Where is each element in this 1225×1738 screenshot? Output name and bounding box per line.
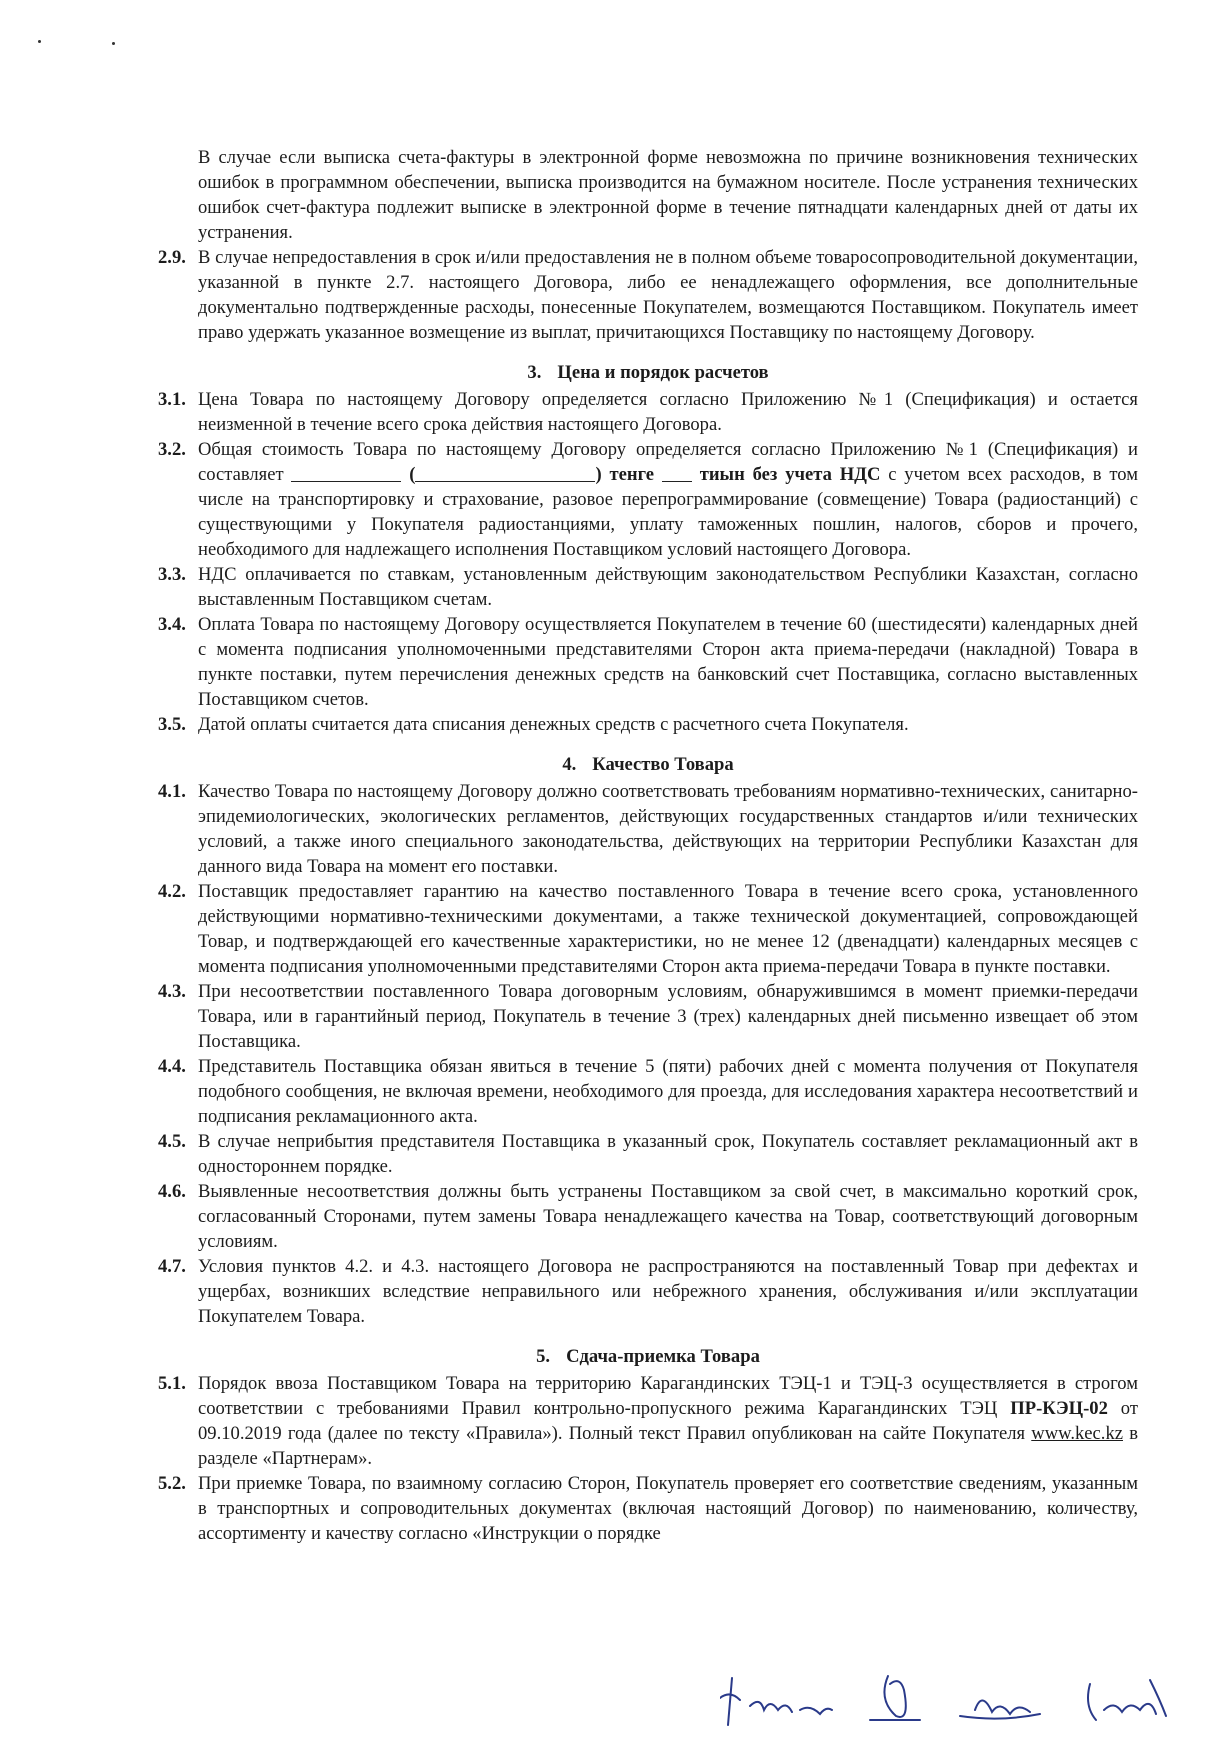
signature-1 bbox=[720, 1678, 832, 1725]
clause-number: 5.2. bbox=[158, 1473, 186, 1494]
intro-paragraph: В случае если выписка счета-фактуры в электронной форме невозможна по причине возникновения технических ошибок в программном обеспечении, выписка производится на бумажном носителе. После устранения технических ошибок счет-фактура подлежит выписке в электронной форме в течение пятнадцати календарных дней от даты их устранения. bbox=[198, 147, 1138, 243]
clause-text-part: ) тенге bbox=[595, 464, 655, 485]
clause-text bbox=[198, 437, 1138, 562]
section-number: 4. bbox=[562, 754, 577, 775]
clause-number: 4.4. bbox=[158, 1056, 186, 1077]
clause-number: 3.1. bbox=[158, 389, 186, 410]
clause-text: В случае непредоставления в срок и/или предоставления не в полном объеме товаросопроводительной документации, указанной в пункте 2.7. настоящего Договора, либо ее ненадлежащего оформления, все дополнительные документально подтвержденные расходы, понесенные Покупателем, возмещаются Поставщиком. Покупатель имеет право удержать указанное возмещение из выплат, причитающихся Поставщику по настоящему Договору. bbox=[198, 247, 1138, 343]
section-3-heading bbox=[158, 360, 1138, 385]
clause-5-1 bbox=[158, 1371, 1138, 1471]
clause-text-part: Общая стоимость Товара по настоящему Договору определяется согласно Приложению №1 (Спецификация) и составляет bbox=[198, 439, 1138, 485]
clause-2-9 bbox=[158, 245, 1138, 345]
clause-number: 4.7. bbox=[158, 1256, 186, 1277]
section-title: Качество Товара bbox=[592, 754, 734, 775]
website-link[interactable]: www.kec.kz bbox=[1031, 1423, 1123, 1444]
clause-3-1 bbox=[158, 387, 1138, 437]
clause-4-1 bbox=[158, 779, 1138, 879]
clause-text-part: Порядок ввоза Поставщиком Товара на территорию Карагандинских ТЭЦ-1 и ТЭЦ-3 осуществляется в строгом соответствии с требованиями Правил контрольно-пропускного режима Карагандинских ТЭЦ bbox=[198, 1373, 1138, 1419]
clause-4-4 bbox=[158, 1054, 1138, 1129]
section-number: 3. bbox=[527, 362, 542, 383]
tiyn-blank bbox=[662, 463, 692, 482]
clause-text-part: от 09.10.2019 года (далее по тексту «Правила»). Полный текст Правил опубликован на сайте Покупателя bbox=[198, 1398, 1138, 1444]
amount-words-blank bbox=[415, 463, 595, 482]
clause-text: При приемке Товара, по взаимному согласию Сторон, Покупатель проверяет его соответствие сведениям, указанным в транспортных и сопроводительных документах (включая настоящий Договор) по наименованию, количеству, ассортименту и качеству согласно «Инструкции о порядке bbox=[198, 1473, 1138, 1544]
amount-blank bbox=[291, 463, 401, 482]
clause-4-5 bbox=[158, 1129, 1138, 1179]
clause-text: НДС оплачивается по ставкам, установленным действующим законодательством Республики Казахстан, согласно выставленным Поставщиком счетам. bbox=[198, 564, 1138, 610]
clause-4-7 bbox=[158, 1254, 1138, 1329]
clause-number: 4.3. bbox=[158, 981, 186, 1002]
section-5-heading bbox=[158, 1344, 1138, 1369]
scan-speck bbox=[112, 42, 115, 45]
section-number: 5. bbox=[536, 1346, 551, 1367]
signature-3 bbox=[960, 1700, 1040, 1718]
clause-text-part: ( bbox=[409, 464, 416, 485]
clause-text: При несоответствии поставленного Товара договорным условиям, обнаружившимся в момент приемки-передачи Товара, или в гарантийный период, Покупатель в течение 3 (трех) календарных дней письменно извещает об этом Поставщика. bbox=[198, 981, 1138, 1052]
clause-4-6 bbox=[158, 1179, 1138, 1254]
clause-text-part: в разделе «Партнерам». bbox=[198, 1423, 1138, 1469]
clause-number: 4.2. bbox=[158, 881, 186, 902]
section-title: Сдача-приемка Товара bbox=[566, 1346, 760, 1367]
clause-3-3 bbox=[158, 562, 1138, 612]
scan-speck bbox=[38, 40, 41, 43]
document-body bbox=[158, 145, 1138, 1546]
clause-number: 4.5. bbox=[158, 1131, 186, 1152]
section-4-heading bbox=[158, 752, 1138, 777]
clause-number: 3.4. bbox=[158, 614, 186, 635]
clause-text: В случае неприбытия представителя Поставщика в указанный срок, Покупатель составляет рекламационный акт в одностороннем порядке. bbox=[198, 1131, 1138, 1177]
clause-4-2 bbox=[158, 879, 1138, 979]
clause-text: Выявленные несоответствия должны быть устранены Поставщиком за свой счет, в максимально короткий срок, согласованный Сторонами, путем замены Товара ненадлежащего качества на Товар, соответствующий договорным условиям. bbox=[198, 1181, 1138, 1252]
clause-text bbox=[198, 1371, 1138, 1471]
clause-text: Поставщик предоставляет гарантию на качество поставленного Товара в течение всего срока, установленного действующими нормативно-техническими документами, а также технической документацией, сопровождающей Товар, и подтверждающей его качественные характеристики, но не менее 12 (двенадцати) календарных месяцев с момента подписания уполномоченными представителями Сторон акта приема-передачи Товара в пункте поставки. bbox=[198, 881, 1138, 977]
clause-number: 4.1. bbox=[158, 781, 186, 802]
clause-text-part: с учетом всех расходов, в том числе на транспортировку и страхование, разовое перепрограммирование (совмещение) Товара (радиостанций) с существующими у Покупателя радиостанциями, уплату таможенных пошлин, налогов, сборов и прочего, необходимого для надлежащего исполнения Поставщиком условий настоящего Договора. bbox=[198, 464, 1138, 560]
clause-4-3 bbox=[158, 979, 1138, 1054]
clause-text: Качество Товара по настоящему Договору должно соответствовать требованиям нормативно-технических, санитарно-эпидемиологических, экологических регламентов, действующих государственных стандартов и/или технических условий, а также иного специального законодательства, действующих на территории Республики Казахстан для данного вида Товара на момент его поставки. bbox=[198, 781, 1138, 877]
clause-text: Оплата Товара по настоящему Договору осуществляется Покупателем в течение 60 (шестидесяти) календарных дней с момента подписания уполномоченными представителями Сторон акта приема-передачи (накладной) Товара в пункте поставки, путем перечисления денежных средств на банковский счет Поставщика, согласно выставленных Поставщиком счетов. bbox=[198, 614, 1138, 710]
clause-number: 3.5. bbox=[158, 714, 186, 735]
signature-2 bbox=[870, 1676, 920, 1720]
clause-number: 3.3. bbox=[158, 564, 186, 585]
clause-text-part: тиын без учета НДС bbox=[699, 464, 881, 485]
clause-text: Датой оплаты считается дата списания денежных средств с расчетного счета Покупателя. bbox=[198, 714, 909, 735]
clause-3-4 bbox=[158, 612, 1138, 712]
clause-5-2 bbox=[158, 1471, 1138, 1546]
clause-text: Условия пунктов 4.2. и 4.3. настоящего Договора не распространяются на поставленный Товар при дефектах и ущербах, возникших вследствие неправильного или небрежного хранения, обслуживания и/или эксплуатации Покупателем Товара. bbox=[198, 1256, 1138, 1327]
clause-3-5 bbox=[158, 712, 1138, 737]
signatures bbox=[720, 1670, 1200, 1730]
clause-text: Представитель Поставщика обязан явиться в течение 5 (пяти) рабочих дней с момента получения от Покупателя подобного сообщения, не включая времени, необходимого для проезда, для исследования характера несоответствий и подписания рекламационного акта. bbox=[198, 1056, 1138, 1127]
clause-number: 3.2. bbox=[158, 439, 186, 460]
clause-text: Цена Товара по настоящему Договору определяется согласно Приложению №1 (Спецификация) и остается неизменной в течение всего срока действия настоящего Договора. bbox=[198, 389, 1138, 435]
section-title: Цена и порядок расчетов bbox=[557, 362, 769, 383]
clause-number: 2.9. bbox=[158, 247, 186, 268]
clause-3-2 bbox=[158, 437, 1138, 562]
clause-number: 4.6. bbox=[158, 1181, 186, 1202]
signature-4 bbox=[1088, 1680, 1166, 1720]
clause-number: 5.1. bbox=[158, 1373, 186, 1394]
regulation-code: ПР-КЭЦ-02 bbox=[1010, 1398, 1108, 1419]
